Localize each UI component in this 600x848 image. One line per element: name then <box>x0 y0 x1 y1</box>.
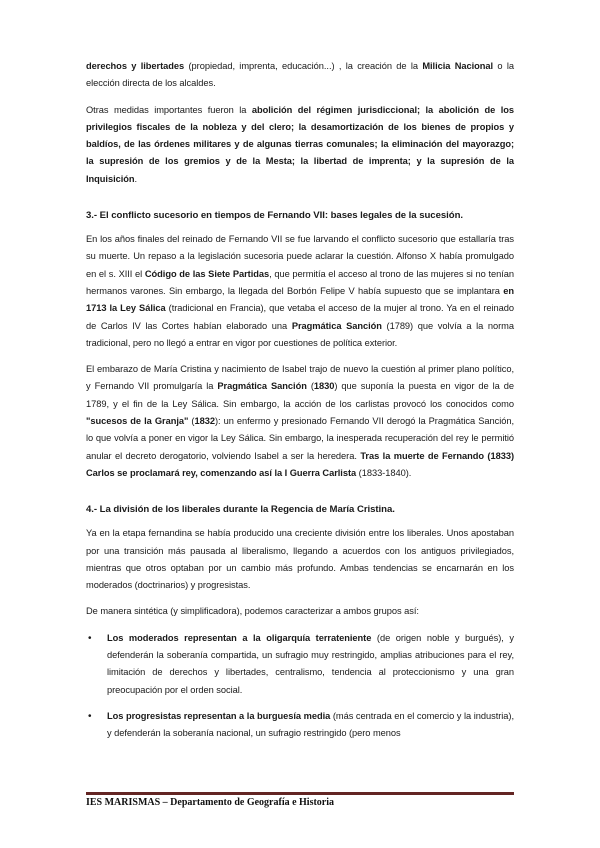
text: ( <box>306 381 314 392</box>
paragraph-rights <box>86 58 514 93</box>
paragraph-characterize: De manera sintética (y simplificadora), podemos caracterizar a ambos grupos así: <box>86 606 419 617</box>
text: ) que suponía la puesta en vigor de la de 1789, y el fin de la Ley Sálica. Sin embargo, la acción de los carlistas provocó los conocidos como <box>86 381 514 409</box>
bold-text: 1832 <box>194 416 215 427</box>
bold-text: Los moderados representan a la oligarquía terrateniente <box>107 632 372 643</box>
text: (1789) que volvía a la norma tradicional, pero no llegó a entrar en vigor por cuestiones de política exterior. <box>86 320 514 348</box>
text: ): un enfermo y presionado Fernando VII derogó la Pragmática Sanción, lo que volvía a poner en vigor la Ley Sálica. Sin embargo, la inesperada recuperación del rey le permitió anular el decreto derogatorio, volviendo Isabel a ser la heredera. <box>86 416 514 461</box>
bold-text: derechos y libertades <box>86 61 185 71</box>
footer-divider <box>86 792 514 795</box>
bold-text: Pragmática Sanción <box>217 381 307 392</box>
page-body <box>86 58 514 752</box>
paragraph-liberal-division: Ya en la etapa fernandina se había producido una creciente división entre los liberales. Unos apostaban por una transición más pausada al liberalismo, llegando a acuerdos con los antiguos privilegiados, mientras que otros optaban por un cambio más profundo. Ambas tendencias se encarnarán en los moderados (doctrinarios) y progresistas. <box>86 528 514 591</box>
bullet-list <box>86 630 514 743</box>
text: (tradicional en Francia), que vetaba el acceso de la mujer al trono. Ya en el reinado de Carlos IV las Cortes habían elaborado una <box>86 303 515 331</box>
text: o la elección directa de los alcaldes. <box>86 61 515 89</box>
text: (propiedad, imprenta, educación...) , la creación de la <box>184 61 423 71</box>
bold-text: Los progresistas representan a la burguesía media <box>107 710 331 721</box>
text: . <box>134 173 138 184</box>
text: , que permitía el acceso al trono de las mujeres si no tenían hermanos varones. Sin embargo, la llegada del Borbón Felipe V había supuesto que se implantara <box>86 268 514 296</box>
section-heading-3: 3.- El conflicto sucesorio en tiempos de Fernando VII: bases legales de la sucesión. <box>86 210 463 222</box>
text: Otras medidas importantes fueron la <box>86 104 252 115</box>
bold-text: abolición del régimen jurisdiccional; la abolición de los privilegios fiscales de la nobleza y del clero; la desamortización de los bienes de propios y baldíos, de las órdenes militares y de algunas tierras comunales; la eliminación del mayorazgo; la supresión de los gremios y de la Mesta; la libertad de imprenta; y la supresión de la Inquisición <box>86 104 514 184</box>
bullet-icon: • <box>88 632 92 644</box>
text: (1833-1840). <box>356 467 412 478</box>
text: ( <box>188 416 195 427</box>
text: (de origen noble y burgués), y defenderán la soberanía compartida, un sufragio muy restringido, amplias atribuciones para el rey, limitación de derechos y libertades, centralismo, tendencia al proteccionismo y una gran preocupación por el orden social. <box>107 632 514 695</box>
page-footer: IES MARISMAS – Departamento de Geografía e Historia <box>86 797 335 808</box>
bold-text: Tras la muerte de Fernando (1833) Carlos se proclamará rey, comenzando así la I Guerra Carlista <box>86 450 514 478</box>
list-item-progresistas <box>86 708 514 743</box>
text: En los años finales del reinado de Fernando VII se fue larvando el conflicto sucesorio que estallaría tras su muerte. Un repaso a la legislación sucesoria puede aclarar la cuestión. Alfonso X había promulgado en el s. XIII el <box>86 234 514 279</box>
bold-text: Código de las Siete Partidas <box>144 268 270 279</box>
bold-text: 1830 <box>313 381 335 392</box>
bold-text: Pragmática Sanción <box>291 320 382 331</box>
paragraph-pragmatic-sanction <box>86 361 514 482</box>
list-item-moderados <box>86 630 514 699</box>
bold-text: en 1713 la Ley Sálica <box>86 285 514 314</box>
text: El embarazo de María Cristina y nacimiento de Isabel trajo de nuevo la cuestión al primer plano político, y Fernando VII promulgaría la <box>86 364 514 392</box>
paragraph-other-measures <box>86 102 514 188</box>
text: (más centrada en el comercio y la industria), y defenderán la soberanía nacional, un sufragio restringido (pero menos <box>107 710 515 739</box>
bold-text: Milicia Nacional <box>422 61 494 71</box>
paragraph-succession-law <box>86 231 514 352</box>
bold-text: "sucesos de la Granja" <box>86 416 189 427</box>
bullet-icon: • <box>88 710 92 722</box>
section-heading-4: 4.- La división de los liberales durante la Regencia de María Cristina. <box>86 504 395 516</box>
